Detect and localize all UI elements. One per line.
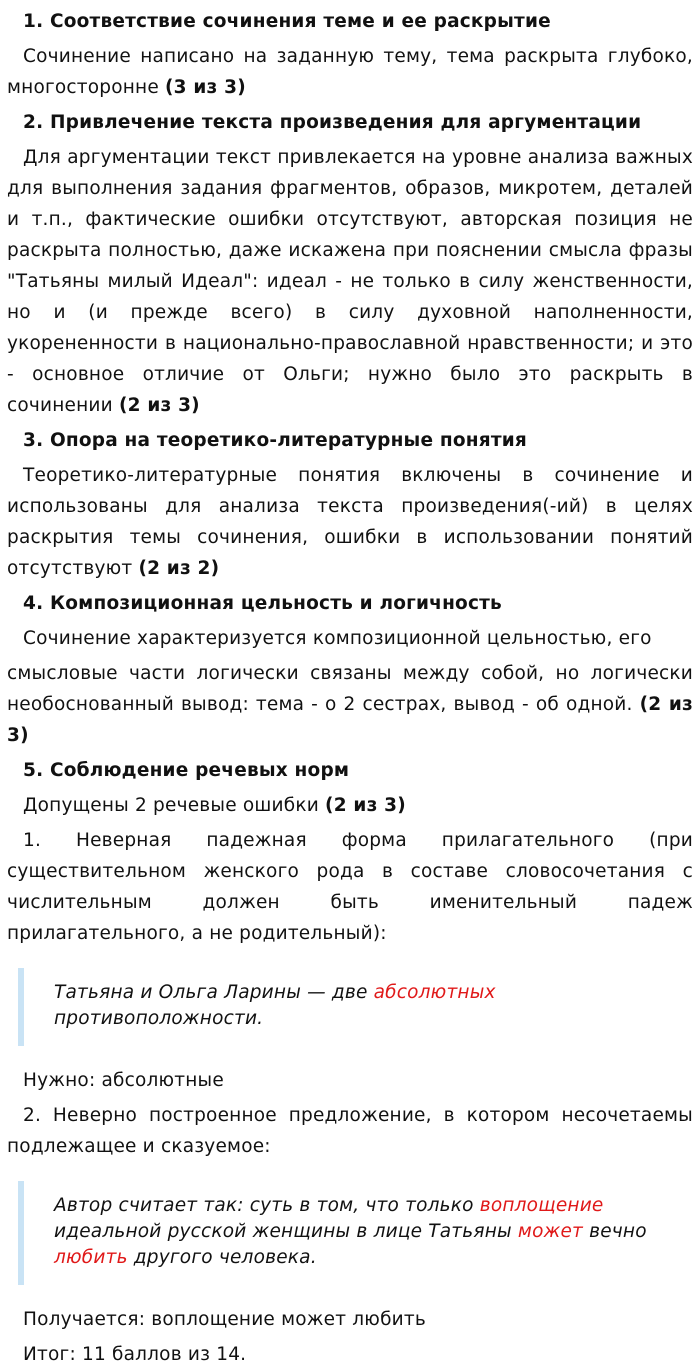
criterion-2-heading: 2. Привлечение текста произведения для аргументации	[23, 112, 642, 133]
criterion-3-body: Теоретико-литературные понятия включены в сочинение и использованы для анализа текста произведения(-ий) в целях раскрытия темы сочинения, ошибки в использовании понятий отсутствуют	[7, 465, 693, 579]
error-2-description: 2. Неверно построенное предложение, в котором несочетаемы подлежащее и сказуемое:	[7, 1105, 693, 1157]
criterion-2-body: Для аргументации текст привлекается на уровне анализа важных для выполнения задания фрагментов, образов, микротем, деталей и т.п., фактические ошибки отсутствуют, авторская позиция не раскрыта полностью, даже искажена при пояснении смысла фразы "Татьяны милый Идеал": идеал - не только в силу женственности, но и (и прежде всего) в силу духовной наполненности, укорененности в национально-православной нравственности; и это - основное отличие от Ольги; нужно было это раскрыть в сочинении	[7, 147, 693, 416]
error-highlight: воплощение	[479, 1195, 604, 1216]
quote-text: идеальной русской женщины в лице Татьяны	[54, 1221, 518, 1242]
error-1-fix: Нужно: абсолютные	[23, 1070, 224, 1091]
criterion-3-score: (2 из 2)	[138, 558, 220, 579]
criterion-3-text	[7, 460, 693, 584]
total-score: Итог: 11 баллов из 14.	[23, 1344, 247, 1365]
criterion-4-score: (2 из 3)	[7, 694, 693, 746]
quote-text: вечно	[583, 1221, 647, 1242]
error-highlight: любить	[54, 1247, 128, 1268]
error-highlight: абсолютных	[373, 982, 496, 1003]
error-1-quote	[18, 968, 693, 1046]
criterion-4-heading: 4. Композиционная цельность и логичность	[23, 593, 502, 614]
criterion-1-text	[7, 41, 693, 103]
criterion-3-heading: 3. Опора на теоретико-литературные понятия	[23, 430, 527, 451]
criterion-4-text-line: Сочинение характеризуется композиционной цельностью, его	[23, 628, 652, 649]
criterion-2-text	[7, 142, 693, 421]
error-2-fix: Получается: воплощение может любить	[23, 1309, 426, 1330]
criterion-1-body: Сочинение написано на заданную тему, тема раскрыта глубоко, многосторонне	[7, 46, 693, 98]
quote-text: другого человека.	[127, 1247, 317, 1268]
criterion-5-body: Допущены 2 речевые ошибки	[23, 795, 319, 816]
criterion-4-body: смысловые части логически связаны между собой, но логически необоснованный вывод: тема - о 2 сестрах, вывод - об одной.	[7, 663, 693, 715]
error-2-quote	[18, 1181, 693, 1285]
criterion-5-text	[7, 790, 693, 821]
criterion-5-heading: 5. Соблюдение речевых норм	[23, 760, 350, 781]
error-1-description: 1. Неверная падежная форма прилагательного (при существительном женского рода в составе словосочетания с числительным должен быть именительный падеж прилагательного, а не родительный):	[7, 830, 693, 944]
quote-text: Автор считает так: суть в том, что только	[54, 1195, 480, 1216]
error-highlight: может	[517, 1221, 584, 1242]
criterion-2-score: (2 из 3)	[118, 395, 200, 416]
quote-text: Татьяна и Ольга Ларины — две	[54, 982, 374, 1003]
criterion-4-text	[7, 658, 693, 751]
criterion-1-heading: 1. Соответствие сочинения теме и ее раскрытие	[23, 11, 551, 32]
criterion-1-score: (3 из 3)	[165, 77, 246, 98]
criterion-5-score: (2 из 3)	[325, 795, 406, 816]
quote-text: противоположности.	[54, 1008, 264, 1029]
